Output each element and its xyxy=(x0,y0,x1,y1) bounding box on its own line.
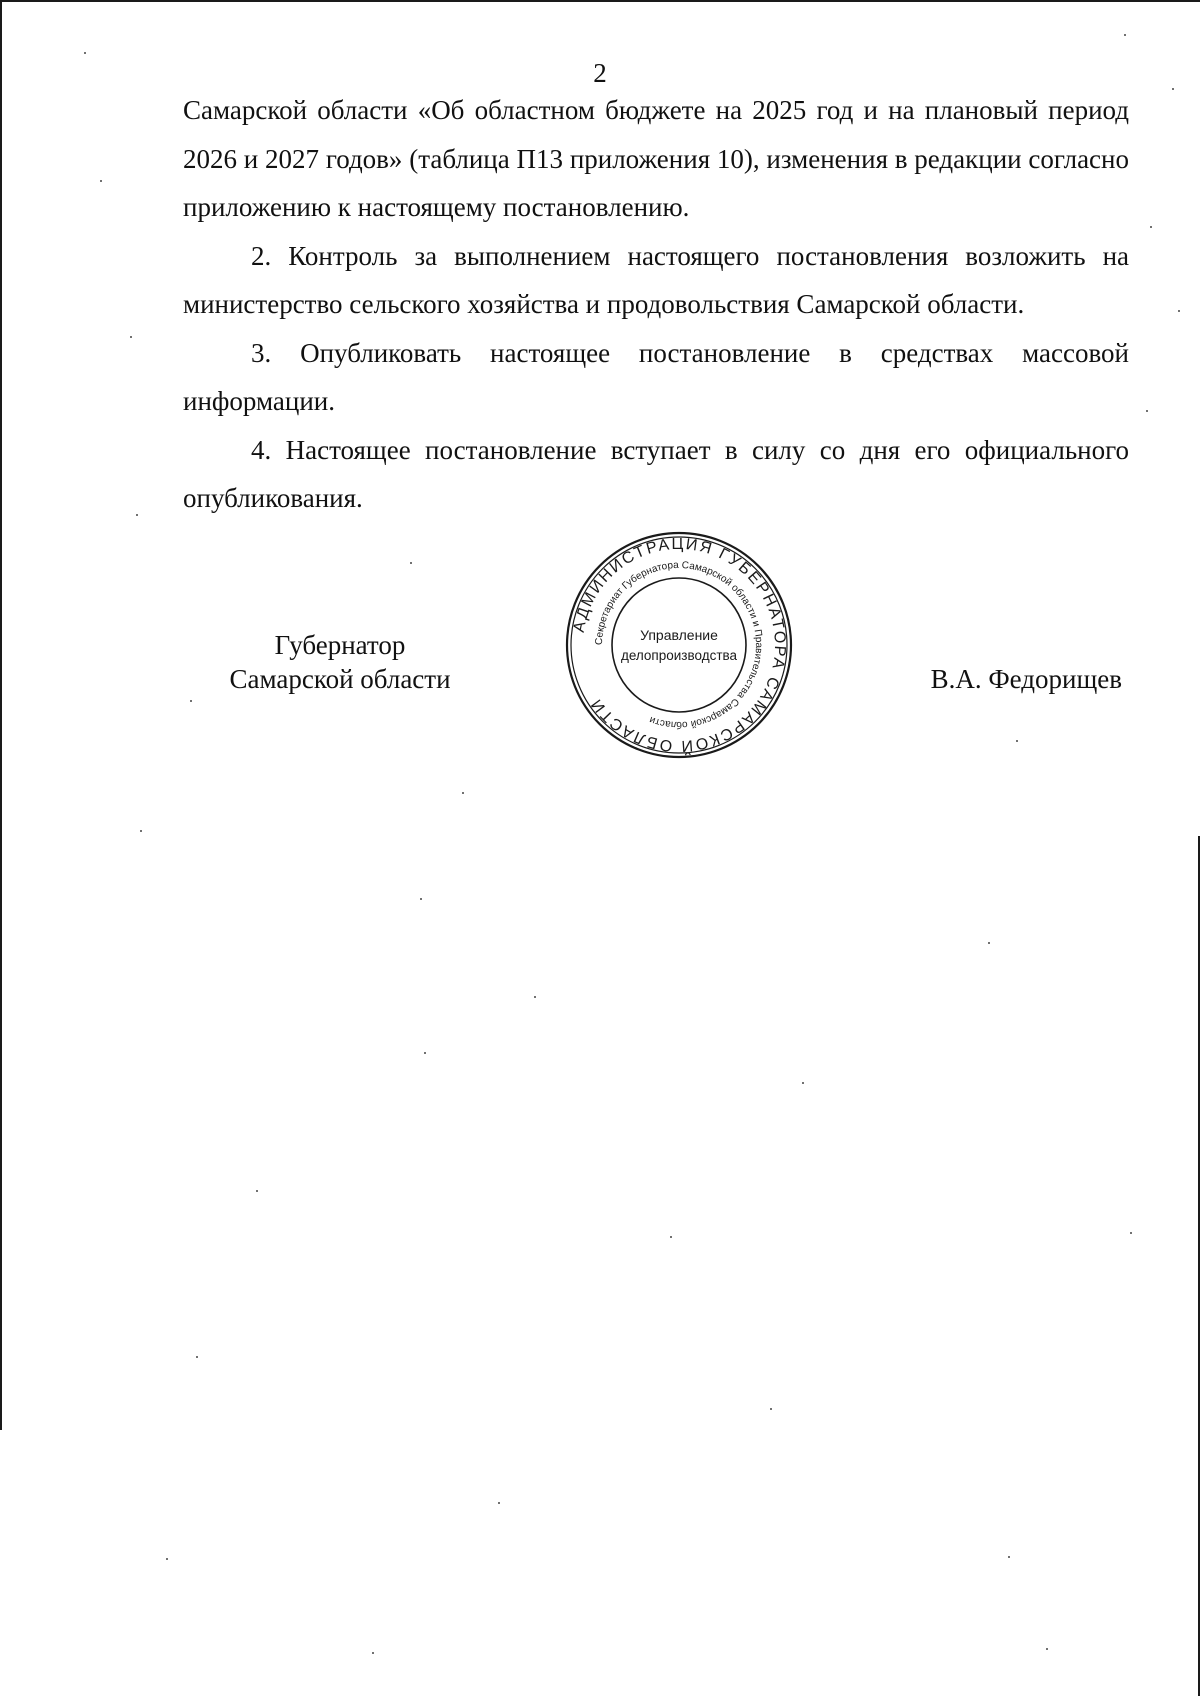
scan-speck xyxy=(670,1236,672,1238)
document-body xyxy=(183,86,1129,523)
scan-speck xyxy=(462,792,464,794)
paragraph-item-2: 2. Контроль за выполнением настоящего постановления возложить на министерство сельского хозяйства и продовольствия Самарской области. xyxy=(183,240,1129,319)
stamp-center-line-2: делопроизводства xyxy=(620,648,738,663)
scan-speck xyxy=(136,514,138,516)
scan-speck xyxy=(256,1190,258,1192)
scan-speck xyxy=(372,1652,374,1654)
scan-speck xyxy=(1172,88,1174,90)
paragraph-continuation: Самарской области «Об областном бюджете на 2025 год и на плановый период 2026 и 2027 годов» (таблица П13 приложения 10), изменения в редакции согласно приложению к настоящему постановлению. xyxy=(183,95,1129,222)
scan-speck xyxy=(534,996,536,998)
scan-speck xyxy=(1150,226,1152,228)
official-seal-stamp xyxy=(562,530,796,760)
scan-speck xyxy=(770,1408,772,1410)
stamp-outer-ring-text: АДМИНИСТРАЦИЯ ГУБЕРНАТОРА САМАРСКОЙ ОБЛАСТИ xyxy=(570,535,789,755)
paragraph-item-3: 3. Опубликовать настоящее постановление в средствах массовой информации. xyxy=(183,337,1129,416)
scan-speck xyxy=(84,52,86,54)
scan-speck xyxy=(140,830,142,832)
scan-speck xyxy=(166,1558,168,1560)
signatory-position xyxy=(210,628,470,696)
signatory-region: Самарской области xyxy=(229,664,451,694)
scan-edge-top xyxy=(0,0,1200,2)
scan-speck xyxy=(424,1052,426,1054)
scan-speck xyxy=(1130,1232,1132,1234)
scan-speck xyxy=(1178,310,1180,312)
scan-speck xyxy=(1124,34,1126,36)
scan-speck xyxy=(498,1502,500,1504)
scan-speck xyxy=(802,1082,804,1084)
signatory-name: В.А. Федорищев xyxy=(930,664,1122,694)
signatory-title: Губернатор xyxy=(274,630,406,660)
scan-speck xyxy=(1146,410,1148,412)
svg-text:Секретариат Губернатора Самарс xyxy=(594,560,764,731)
scan-speck xyxy=(130,336,132,338)
scan-edge-left xyxy=(0,0,2,1430)
scan-speck xyxy=(1016,740,1018,742)
scan-speck xyxy=(1008,1556,1010,1558)
scan-speck xyxy=(420,898,422,900)
stamp-center-line-1: Управление xyxy=(640,627,718,643)
scan-speck xyxy=(988,942,990,944)
paragraph-item-4: 4. Настоящее постановление вступает в силу со дня его официального опубликования. xyxy=(183,434,1129,513)
scan-speck xyxy=(190,700,192,702)
scan-speck xyxy=(1046,1648,1048,1650)
scan-speck xyxy=(410,562,412,564)
scan-speck xyxy=(100,180,102,182)
scan-speck xyxy=(196,1356,198,1358)
stamp-inner-ring-text: Секретариат Губернатора Самарской области и Правительства Самарской области xyxy=(593,559,765,731)
page-number: 2 xyxy=(593,58,607,88)
